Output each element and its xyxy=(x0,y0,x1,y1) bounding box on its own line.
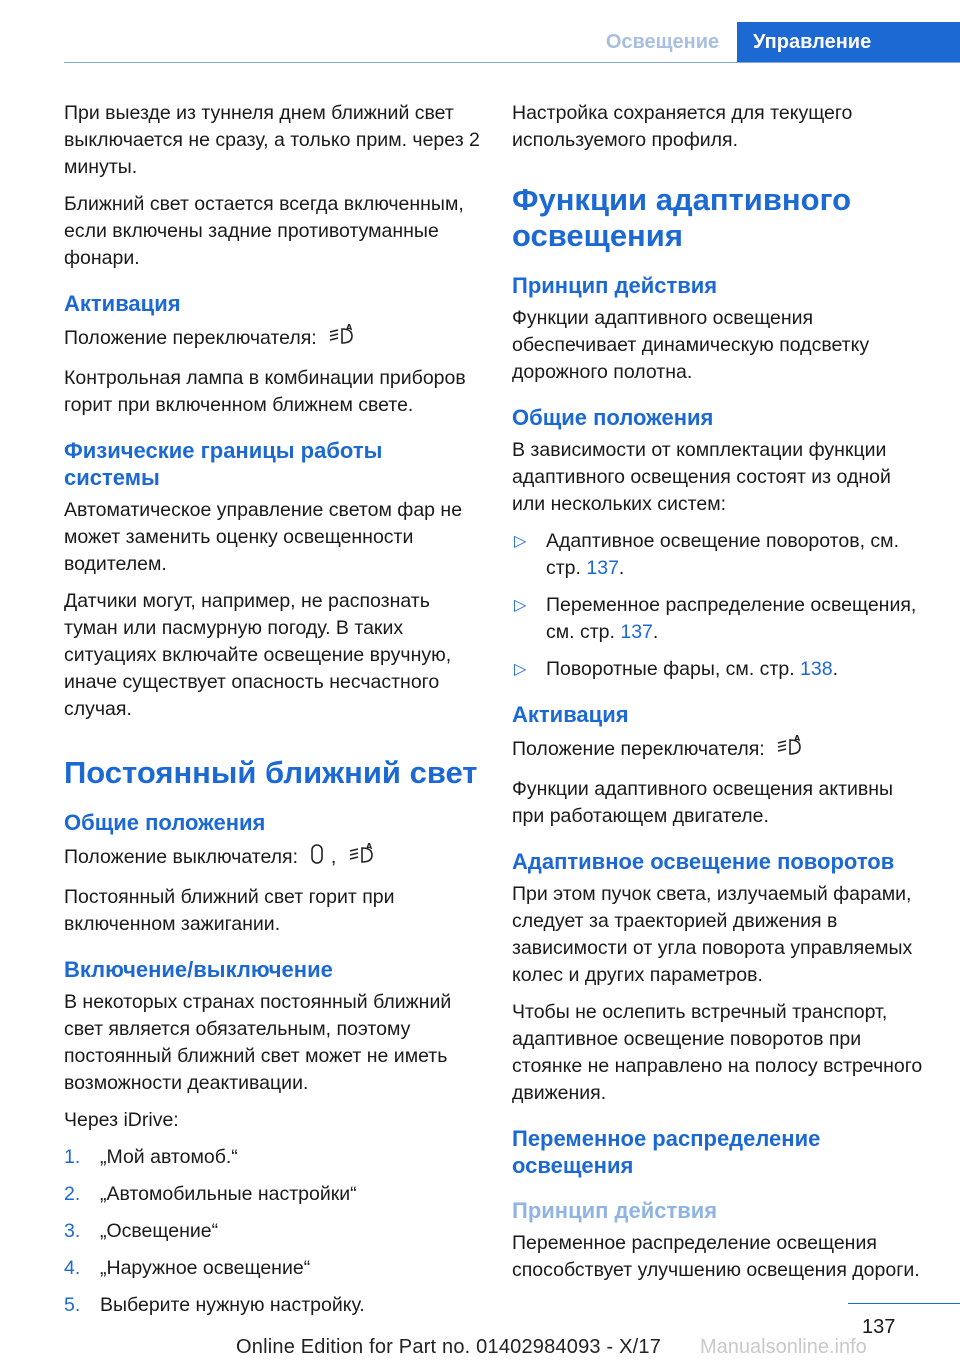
list-item xyxy=(512,656,928,683)
switch-off-label: Положение выключателя: xyxy=(64,846,299,869)
punct: . xyxy=(618,557,625,579)
paragraph: Через iDrive: xyxy=(64,1109,179,1131)
bullet-text: Адаптивное освещение поворотов, см. стр. xyxy=(546,530,899,579)
heading-activation: Активация xyxy=(512,702,629,727)
header-divider xyxy=(64,62,960,63)
list-item xyxy=(64,1255,480,1282)
heading-general: Общие положения xyxy=(64,810,266,835)
switch-position-line xyxy=(512,734,928,766)
step-text: „Автомобильные настройки“ xyxy=(100,1183,357,1205)
headlight-auto-icon xyxy=(328,323,358,355)
footer-edition: Online Edition for Part no. 01402984093 - X/17 xyxy=(236,1336,662,1358)
punct: . xyxy=(652,621,659,643)
heading-constant-low-beam: Постоянный ближний свет xyxy=(64,755,478,790)
list-item xyxy=(64,1144,480,1171)
section-tab-lighting[interactable]: Освещение xyxy=(605,31,720,53)
svg-text:A: A xyxy=(365,842,372,851)
paragraph: При этом пучок света, излучаемый фарами, следует за траекторией движения в зависимости от угла поворота управляемых колес и других параметров. xyxy=(512,883,913,986)
paragraph: Функции адаптивного освещения активны при работающем двигателе. xyxy=(512,778,894,827)
heading-system-limits: Физические границы работы системы xyxy=(64,438,383,490)
paragraph: Ближний свет остается всегда включенным, если включены задние противотуманные фонари. xyxy=(64,193,464,269)
heading-general: Общие положения xyxy=(512,405,714,430)
list-item xyxy=(512,528,928,582)
heading-adaptive-lighting: Функции адаптивного освещения xyxy=(512,182,852,253)
punct: . xyxy=(832,658,838,680)
step-text: Выберите нужную настройку. xyxy=(100,1294,365,1316)
svg-text:A: A xyxy=(794,734,801,743)
page-ref-link[interactable]: 137 xyxy=(586,557,619,579)
heading-on-off: Включение/выключение xyxy=(64,957,333,982)
switch-off-line xyxy=(64,842,480,874)
idrive-steps xyxy=(64,1144,480,1319)
headlight-auto-icon xyxy=(348,842,378,874)
list-item xyxy=(64,1292,480,1319)
svg-text:A: A xyxy=(346,323,353,332)
paragraph: Постоянный ближний свет горит при включенном зажигании. xyxy=(64,886,395,935)
switch-position-line xyxy=(64,323,480,355)
step-number: 2. xyxy=(64,1183,81,1205)
paragraph: Чтобы не ослепить встречный транспорт, адаптивное освещение поворотов при стоянке не направлено на полосу встречного движения. xyxy=(512,1001,923,1104)
switch-off-icon xyxy=(309,843,325,873)
page-ref-link[interactable]: 137 xyxy=(620,621,653,643)
bullet-text: Поворотные фары, см. стр. xyxy=(546,658,795,680)
paragraph: Контрольная лампа в комбинации приборов горит при включенном ближнем свете. xyxy=(64,367,466,416)
step-number: 1. xyxy=(64,1146,81,1168)
footer-divider xyxy=(848,1303,960,1304)
paragraph: При выезде из туннеля днем ближний свет выключается не сразу, а только прим. через 2 минуты. xyxy=(64,102,480,178)
page-number: 137 xyxy=(862,1316,896,1338)
step-number: 5. xyxy=(64,1294,81,1316)
systems-list xyxy=(512,528,928,683)
step-number: 3. xyxy=(64,1220,81,1242)
heading-principle: Принцип действия xyxy=(512,273,718,298)
bullet-triangle-icon: ▷ xyxy=(514,661,527,678)
heading-variable-distribution: Переменное распределение освещения xyxy=(512,1126,821,1178)
paragraph: Переменное распределение освещения способствует улучшению освещения дороги. xyxy=(512,1232,920,1281)
right-column xyxy=(512,100,928,1294)
left-column xyxy=(64,100,480,1329)
page-ref-link[interactable]: 138 xyxy=(800,658,833,680)
step-text: „Освещение“ xyxy=(100,1220,219,1242)
step-number: 4. xyxy=(64,1257,81,1279)
list-item xyxy=(512,592,928,646)
section-tab-controls[interactable]: Управление xyxy=(737,22,960,62)
step-text: „Мой автомоб.“ xyxy=(100,1146,238,1168)
switch-position-label: Положение переключателя: xyxy=(64,327,317,350)
switch-position-label: Положение переключателя: xyxy=(512,738,765,761)
heading-activation: Активация xyxy=(64,291,181,316)
bullet-triangle-icon: ▷ xyxy=(514,597,527,614)
list-item xyxy=(64,1218,480,1245)
paragraph: В зависимости от комплектации функции адаптивного освещения состоят из одной или нескольких систем: xyxy=(512,439,891,515)
list-item xyxy=(64,1181,480,1208)
heading-adaptive-curve: Адаптивное освещение поворотов xyxy=(512,849,895,874)
step-text: „Наружное освещение“ xyxy=(100,1257,311,1279)
headlight-auto-icon xyxy=(776,734,806,766)
paragraph: В некоторых странах постоянный ближний свет является обязательным, поэтому постоянный ближний свет может не иметь возможности деактивации. xyxy=(64,991,452,1094)
separator-comma: , xyxy=(330,846,337,869)
paragraph: Датчики могут, например, не распознать туман или пасмурную погоду. В таких ситуациях включайте освещение вручную, иначе существует опасность несчастного случая. xyxy=(64,590,452,720)
page-header xyxy=(0,22,960,62)
paragraph: Функции адаптивного освещения обеспечивает динамическую подсветку дорожного полотна. xyxy=(512,307,870,383)
bullet-text: Переменное распределение освещения, см. стр. xyxy=(546,594,917,643)
watermark-text: Manualsonline.info xyxy=(700,1336,867,1358)
heading-principle-sub: Принцип действия xyxy=(512,1198,718,1223)
paragraph: Настройка сохраняется для текущего используемого профиля. xyxy=(512,102,853,151)
paragraph: Автоматическое управление светом фар не может заменить оценку освещенности водителем. xyxy=(64,499,463,575)
bullet-triangle-icon: ▷ xyxy=(514,533,527,550)
